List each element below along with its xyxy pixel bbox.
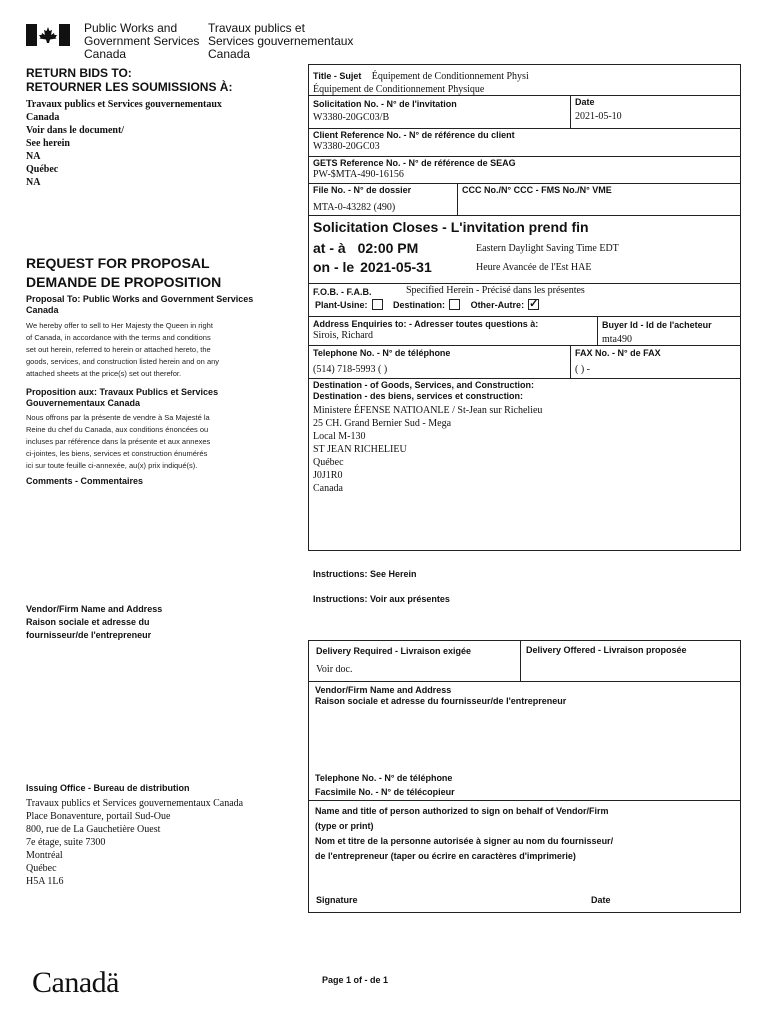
vendor-name-field[interactable]: Vendor/Firm Name and Address Raison sociale et adresse du fournisseur/de l'entrepreneur — [315, 685, 567, 706]
comments-label: Comments - Commentaires — [26, 476, 144, 486]
proposition-aux: Proposition aux: Travaux Publics et Services Gouvernementaux Canada — [26, 387, 219, 408]
canada-wordmark: Canadä — [32, 966, 119, 999]
delivery-required-value: Voir doc. — [316, 664, 353, 675]
solicitation-closes-heading: Solicitation Closes - L'invitation prend fin — [313, 219, 589, 235]
issuing-office-label: Issuing Office - Bureau de distribution — [26, 783, 190, 793]
signature-label[interactable]: Signature — [316, 895, 358, 905]
solicitation-no-value: W3380-20GC03/B — [313, 112, 390, 123]
instructions-en: Instructions: See Herein — [313, 569, 417, 579]
date-field: Date 2021-05-10 — [575, 97, 622, 122]
solicitation-no-field: Solicitation No. - N° de l'invitation W3380-20GC03/B — [313, 99, 457, 123]
closing-date: on - le 2021-05-31 — [313, 259, 432, 275]
instructions-fr: Instructions: Voir aux présentes — [313, 594, 450, 604]
file-no-field: File No. - N° de dossier MTA-0-43282 (490) — [313, 185, 412, 213]
title-label: Title - Sujet — [313, 71, 362, 81]
file-no-value: MTA-0-43282 (490) — [313, 202, 396, 213]
telephone-value: (514) 718-5993 ( ) — [313, 364, 388, 375]
offer-text-fr: Nous offrons par la présente de vendre à Sa Majesté la Reine du chef du Canada, aux conditions énoncées ou incluses par référence dans la présente et aux annexes ci-jointes, les biens, services et construction énumérés ici sur toute feuille ci-annexée, au(x) prix indiqué(s). — [26, 413, 211, 470]
request-title: REQUEST FOR PROPOSAL DEMANDE DE PROPOSITION — [26, 255, 222, 290]
issuing-office-address: Travaux publics et Services gouvernementaux Canada Place Bonaventure, portail Sud-Oue 800, rue de La Gauchetière Ouest 7e étage, suite 7300 Montréal Québec H5A 1L6 — [26, 798, 244, 887]
destination-field: Destination - of Goods, Services, and Construction: Destination - des biens, services et construction: Ministere ÉFENSE NATIOANLE / St-Jean sur Richelieu 25 CH. Grand Bernier Sud - Mega Local M-130 ST JEAN RICHELIEU Québec J0J1R0 Canada — [313, 380, 543, 494]
gets-reference-field: GETS Reference No. - N° de référence de SEAG PW-$MTA-490-16156 — [313, 158, 516, 180]
delivery-offered-field[interactable]: Delivery Offered - Livraison proposée — [526, 645, 687, 655]
title-value-2: Équipement de Conditionnement Physique — [313, 84, 485, 95]
closing-time-value: 02:00 PM — [357, 240, 419, 256]
canada-flag-icon — [26, 24, 70, 46]
buyer-id-field: Buyer Id - Id de l'acheteur mta490 — [602, 320, 712, 345]
fob-options: Plant-Usine: Destination: Other-Autre: ✓ — [315, 298, 539, 311]
client-reference-field: Client Reference No. - N° de référence du client W3380-20GC03 — [313, 130, 515, 152]
department-name-fr: Travaux publics et Services gouvernementaux Canada — [208, 21, 354, 61]
page-number: Page 1 of - de 1 — [322, 975, 389, 985]
other-autre-checkbox[interactable]: ✓ — [529, 298, 539, 311]
delivery-required-field[interactable]: Delivery Required - Livraison exigée Voir doc. — [316, 646, 472, 675]
destination-address: Ministere ÉFENSE NATIOANLE / St-Jean sur Richelieu 25 CH. Grand Bernier Sud - Mega Local M-130 ST JEAN RICHELIEU Québec J0J1R0 Canada — [313, 405, 543, 494]
return-bids-address: Travaux publics et Services gouvernementaux Canada Voir dans le document/ See herein NA Québec NA — [26, 99, 222, 188]
address-enquiries-value: Sirois, Richard — [313, 330, 373, 341]
title-field — [313, 66, 733, 96]
ccc-label: CCC No./N° CCC - FMS No./N° VME — [462, 185, 612, 195]
plant-usine-checkbox[interactable] — [372, 299, 383, 310]
phone-fax-field[interactable]: Telephone No. - N° de téléphone Facsimile No. - N° de télécopieur — [315, 773, 455, 797]
fax-field: FAX No. - N° de FAX ( ) - — [575, 348, 661, 375]
gets-reference-value: PW-$MTA-490-16156 — [313, 169, 404, 180]
buyer-id-value: mta490 — [602, 334, 632, 345]
department-name-en: Public Works and Government Services Canada — [84, 21, 200, 61]
fax-value: ( ) - — [575, 364, 590, 375]
closing-date-value: 2021-05-31 — [360, 259, 432, 275]
vendor-name-label-left: Vendor/Firm Name and Address Raison sociale et adresse du fournisseur/de l'entrepreneur — [26, 604, 163, 640]
address-enquiries-field: Address Enquiries to: - Adresser toutes questions à: Sirois, Richard — [313, 319, 539, 341]
destination-checkbox[interactable] — [449, 299, 460, 310]
timezone-en: Eastern Daylight Saving Time EDT — [476, 243, 619, 254]
authorized-signer-field[interactable]: Name and title of person authorized to sign on behalf of Vendor/Firm (type or print) Nom et titre de la personne autorisée à signer au nom du fournisseur/ de l'entrepreneur (taper ou écrire en caractères d'imprimerie) — [315, 806, 614, 861]
timezone-fr: Heure Avancée de l'Est HAE — [476, 262, 592, 273]
closing-time: at - à 02:00 PM — [313, 240, 419, 256]
client-reference-value: W3380-20GC03 — [313, 141, 380, 152]
proposal-to: Proposal To: Public Works and Government Services Canada — [26, 294, 254, 315]
fob-label: F.O.B. - F.A.B. — [313, 287, 372, 297]
date-value: 2021-05-10 — [575, 111, 622, 122]
fob-value: Specified Herein - Précisé dans les présentes — [406, 285, 585, 296]
signature-date-label[interactable]: Date — [591, 895, 611, 905]
return-bids-heading: RETURN BIDS TO: RETOURNER LES SOUMISSIONS À: — [26, 66, 233, 94]
telephone-field: Telephone No. - N° de téléphone (514) 718-5993 ( ) — [313, 348, 451, 375]
offer-text-en: We hereby offer to sell to Her Majesty the Queen in right of Canada, in accordance with the terms and conditions set out herein, referred to herein or attached hereto, the goods, services, and construction listed herein and on any attached sheets at the price(s) set out therefor. — [26, 321, 220, 378]
title-value-1: Équipement de Conditionnement Physi — [371, 71, 529, 82]
